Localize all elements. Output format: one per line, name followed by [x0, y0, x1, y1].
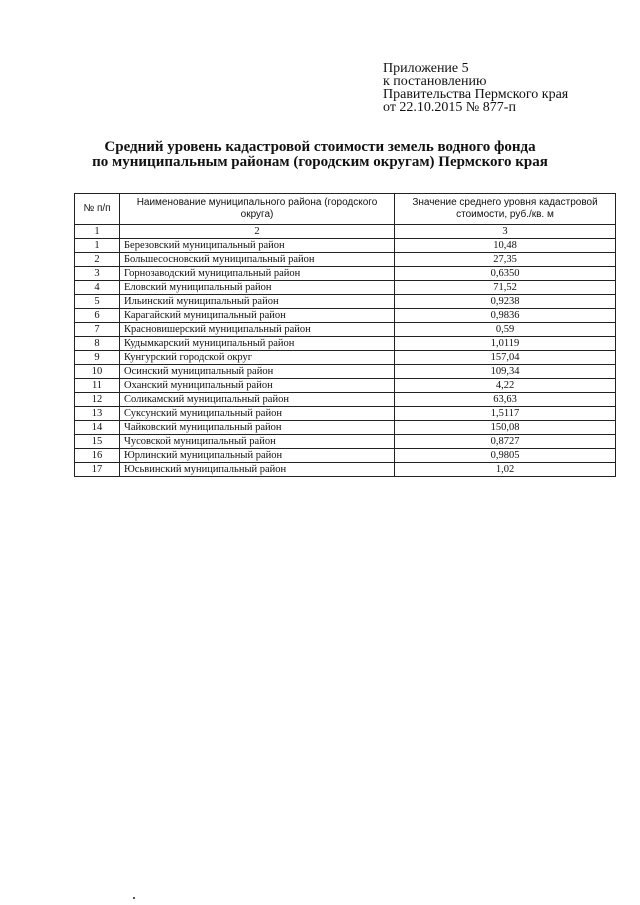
row-cadastral-value: 63,63: [395, 393, 616, 407]
row-number: 3: [75, 267, 120, 281]
table-row: [75, 295, 616, 309]
row-cadastral-value: 109,34: [395, 365, 616, 379]
row-district-name: Оханский муниципальный район: [120, 379, 395, 393]
column-number-row: [75, 225, 616, 239]
table-row: [75, 463, 616, 477]
row-cadastral-value: 71,52: [395, 281, 616, 295]
table-row: [75, 351, 616, 365]
column-number-3: 3: [395, 225, 616, 239]
header-value: Значение среднего уровня кадастровой стоимости, руб./кв. м: [395, 194, 616, 225]
row-district-name: Кунгурский городской округ: [120, 351, 395, 365]
row-number: 5: [75, 295, 120, 309]
column-number-1: 1: [75, 225, 120, 239]
table-row: [75, 253, 616, 267]
row-number: 14: [75, 421, 120, 435]
row-district-name: Суксунский муниципальный район: [120, 407, 395, 421]
row-number: 17: [75, 463, 120, 477]
annex-reference: [383, 62, 568, 114]
table-row: [75, 323, 616, 337]
table-header-row: [75, 194, 616, 225]
row-number: 7: [75, 323, 120, 337]
row-number: 6: [75, 309, 120, 323]
annex-line-2: к постановлению: [383, 74, 487, 89]
row-number: 2: [75, 253, 120, 267]
header-num: № п/п: [75, 194, 120, 225]
row-district-name: Горнозаводский муниципальный район: [120, 267, 395, 281]
document-title: [0, 140, 640, 170]
row-number: 1: [75, 239, 120, 253]
row-district-name: Кудымкарский муниципальный район: [120, 337, 395, 351]
title-line-2: по муниципальным районам (городским округам) Пермского края: [92, 154, 548, 170]
table-row: [75, 449, 616, 463]
row-district-name: Осинский муниципальный район: [120, 365, 395, 379]
row-district-name: Еловский муниципальный район: [120, 281, 395, 295]
row-cadastral-value: 10,48: [395, 239, 616, 253]
row-cadastral-value: 4,22: [395, 379, 616, 393]
row-cadastral-value: 0,9836: [395, 309, 616, 323]
table-row: [75, 379, 616, 393]
row-number: 15: [75, 435, 120, 449]
row-district-name: Юсьвинский муниципальный район: [120, 463, 395, 477]
annex-line-3: Правительства Пермского края: [383, 87, 569, 102]
row-cadastral-value: 0,9238: [395, 295, 616, 309]
row-number: 13: [75, 407, 120, 421]
row-cadastral-value: 0,6350: [395, 267, 616, 281]
row-district-name: Большесосновский муниципальный район: [120, 253, 395, 267]
row-cadastral-value: 150,08: [395, 421, 616, 435]
row-district-name: Красновишерский муниципальный район: [120, 323, 395, 337]
table-row: [75, 267, 616, 281]
table-row: [75, 393, 616, 407]
table-row: [75, 281, 616, 295]
column-number-2: 2: [120, 225, 395, 239]
row-number: 10: [75, 365, 120, 379]
table-row: [75, 421, 616, 435]
row-district-name: Карагайский муниципальный район: [120, 309, 395, 323]
row-cadastral-value: 1,0119: [395, 337, 616, 351]
row-cadastral-value: 0,8727: [395, 435, 616, 449]
table-row: [75, 435, 616, 449]
row-cadastral-value: 1,02: [395, 463, 616, 477]
table-row: [75, 309, 616, 323]
table-row: [75, 337, 616, 351]
row-district-name: Юрлинский муниципальный район: [120, 449, 395, 463]
scan-speck: [133, 897, 135, 899]
table-row: [75, 365, 616, 379]
row-cadastral-value: 27,35: [395, 253, 616, 267]
row-number: 12: [75, 393, 120, 407]
row-district-name: Ильинский муниципальный район: [120, 295, 395, 309]
row-number: 4: [75, 281, 120, 295]
row-cadastral-value: 157,04: [395, 351, 616, 365]
row-district-name: Березовский муниципальный район: [120, 239, 395, 253]
table-row: [75, 407, 616, 421]
row-cadastral-value: 0,9805: [395, 449, 616, 463]
row-district-name: Соликамский муниципальный район: [120, 393, 395, 407]
annex-line-4: от 22.10.2015 № 877-п: [383, 100, 516, 115]
row-number: 9: [75, 351, 120, 365]
annex-line-1: Приложение 5: [383, 61, 469, 76]
row-cadastral-value: 1,5117: [395, 407, 616, 421]
row-district-name: Чусовской муниципальный район: [120, 435, 395, 449]
row-number: 16: [75, 449, 120, 463]
header-name: Наименование муниципального района (городского округа): [120, 194, 395, 225]
title-line-1: Средний уровень кадастровой стоимости земель водного фонда: [104, 139, 536, 155]
table-row: [75, 239, 616, 253]
row-number: 8: [75, 337, 120, 351]
cadastral-value-table: [74, 193, 616, 477]
row-cadastral-value: 0,59: [395, 323, 616, 337]
row-district-name: Чайковский муниципальный район: [120, 421, 395, 435]
row-number: 11: [75, 379, 120, 393]
